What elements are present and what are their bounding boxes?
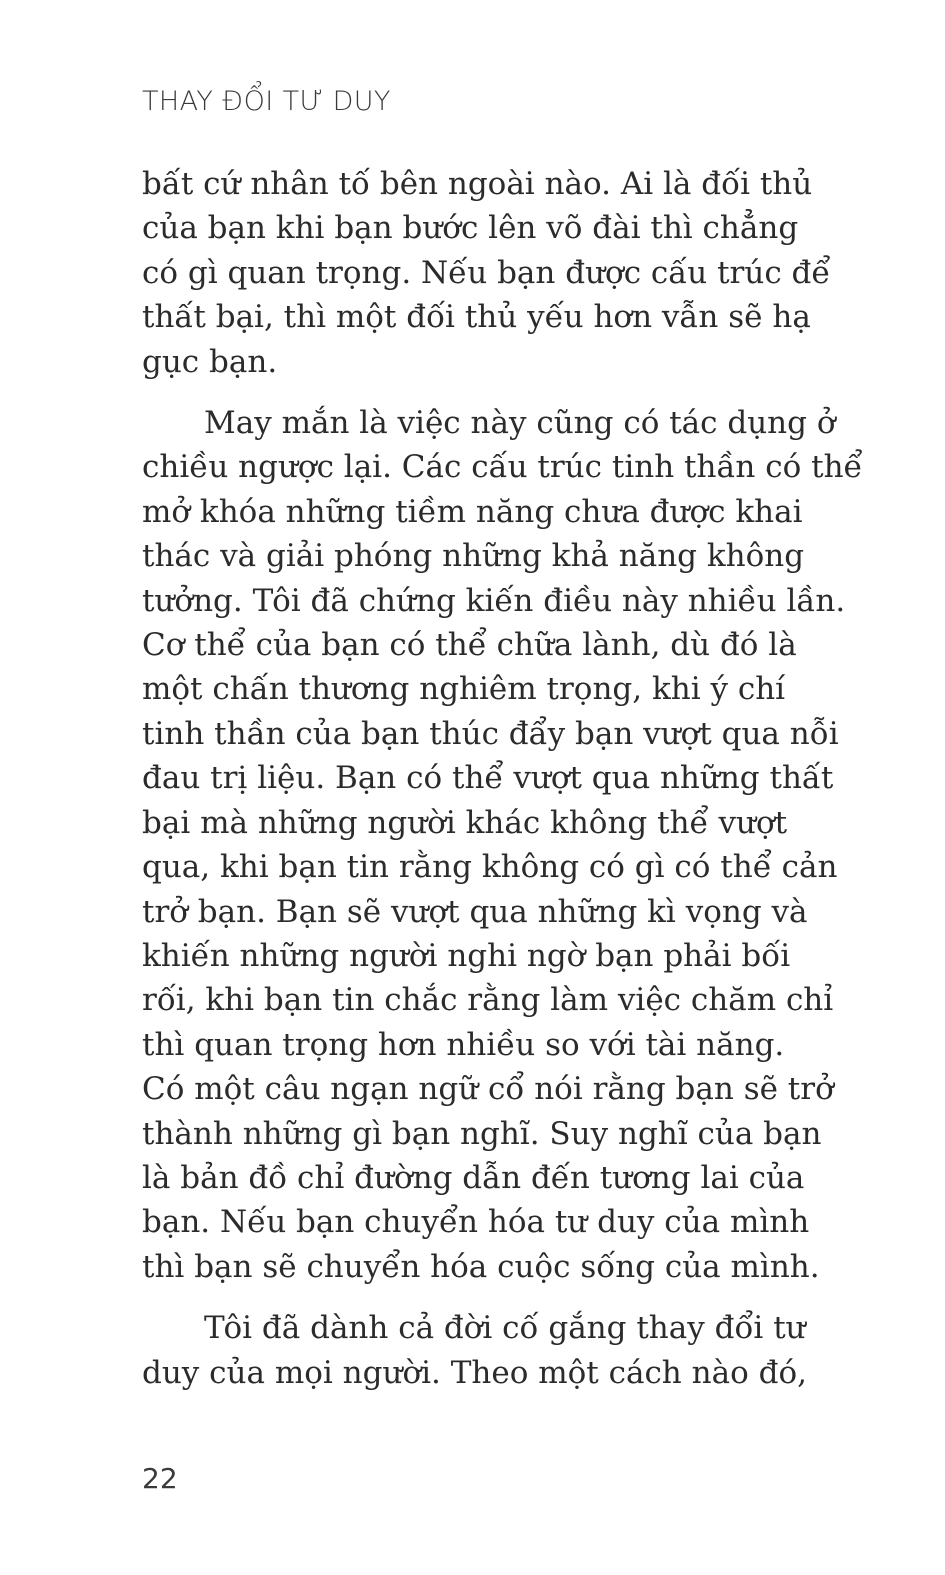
text-line: thì bạn sẽ chuyển hóa cuộc sống của mình. xyxy=(142,1248,820,1285)
paragraph-3 xyxy=(142,1306,807,1395)
paragraph-gap xyxy=(142,1289,784,1306)
text-line: thác và giải phóng những khả năng không xyxy=(142,538,805,575)
text-line: chiều ngược lại. Các cấu trúc tinh thần có thể xyxy=(142,449,863,486)
text-line: bất cứ nhân tố bên ngoài nào. Ai là đối thủ xyxy=(142,166,813,202)
text-line: đau trị liệu. Bạn có thể vượt qua những thất xyxy=(142,760,834,797)
text-line: là bản đồ chỉ đường dẫn đến tương lai của xyxy=(142,1159,805,1196)
text-line: bại mà những người khác không thể vượt xyxy=(142,804,788,841)
text-line: tinh thần của bạn thúc đẩy bạn vượt qua nỗi xyxy=(142,715,839,752)
text-line: một chấn thương nghiêm trọng, khi ý chí xyxy=(142,671,786,708)
text-line: thành những gì bạn nghĩ. Suy nghĩ của bạn xyxy=(142,1115,822,1152)
text-line: thì quan trọng hơn nhiều so với tài năng. xyxy=(142,1026,785,1063)
text-line: duy của mọi người. Theo một cách nào đó, xyxy=(142,1354,807,1391)
text-line: khiến những người nghi ngờ bạn phải bối xyxy=(142,937,791,974)
text-line: mở khóa những tiềm năng chưa được khai xyxy=(142,493,803,530)
text-line: trở bạn. Bạn sẽ vượt qua những kì vọng và xyxy=(142,893,808,930)
text-line: Cơ thể của bạn có thể chữa lành, dù đó là xyxy=(142,627,797,664)
text-line: thất bại, thì một đối thủ yếu hơn vẫn sẽ hạ xyxy=(142,299,811,336)
text-line: Tôi đã dành cả đời cố gắng thay đổi tư xyxy=(204,1310,806,1347)
text-line: có gì quan trọng. Nếu bạn được cấu trúc để xyxy=(142,254,831,291)
text-line: qua, khi bạn tin rằng không có gì có thể cản xyxy=(142,849,838,886)
page-number: 22 xyxy=(142,1462,178,1495)
text-line: gục bạn. xyxy=(142,343,278,380)
text-line: May mắn là việc này cũng có tác dụng ở xyxy=(204,405,836,442)
paragraph-1 xyxy=(142,162,831,384)
text-line: rối, khi bạn tin chắc rằng làm việc chăm chỉ xyxy=(142,982,834,1019)
text-line: của bạn khi bạn bước lên võ đài thì chẳng xyxy=(142,210,799,247)
paragraph-gap xyxy=(142,384,784,401)
paragraph-2 xyxy=(142,401,863,1289)
text-line: tưởng. Tôi đã chứng kiến điều này nhiều lần. xyxy=(142,582,846,619)
body-text xyxy=(142,162,863,1395)
running-header: THAY ĐỔI TƯ DUY xyxy=(142,86,391,117)
text-line: Có một câu ngạn ngữ cổ nói rằng bạn sẽ trở xyxy=(142,1071,834,1108)
text-line: bạn. Nếu bạn chuyển hóa tư duy của mình xyxy=(142,1204,810,1241)
